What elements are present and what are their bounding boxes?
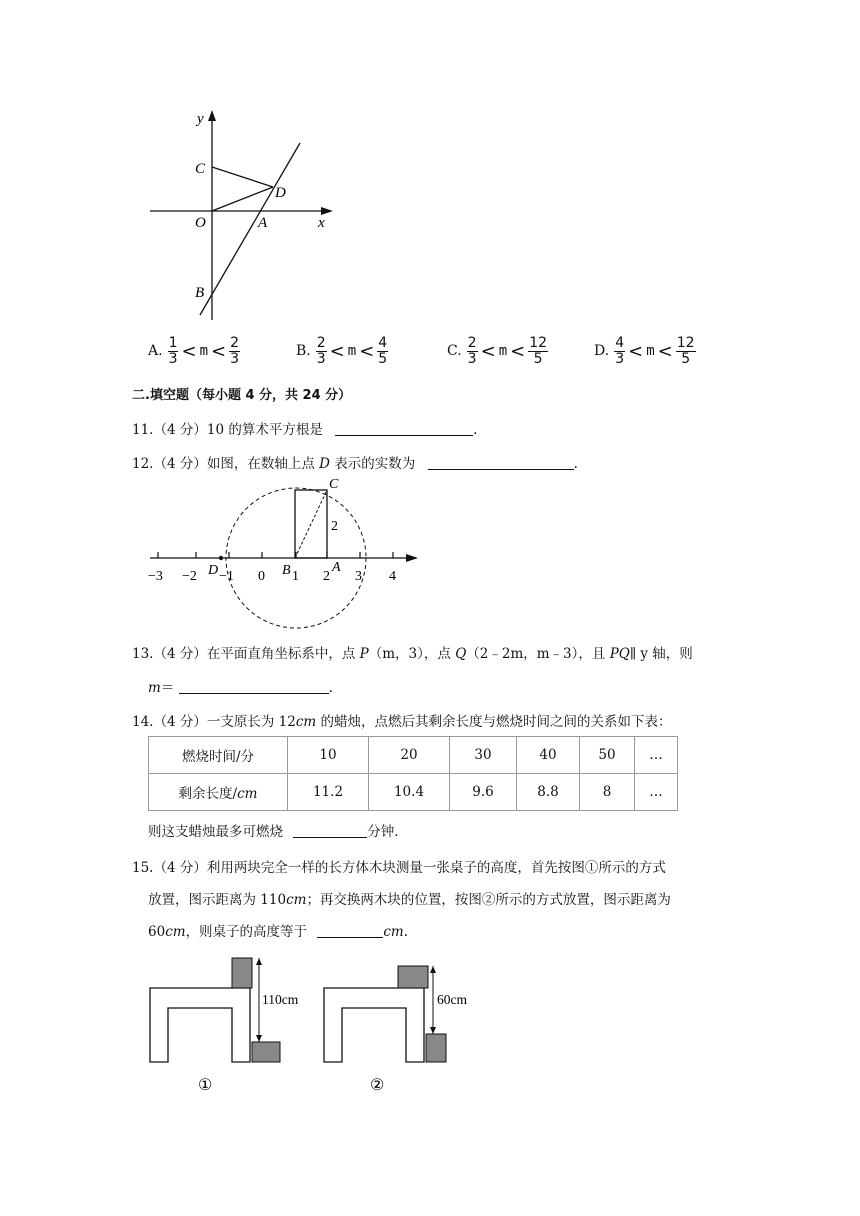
point-d-dot	[219, 556, 223, 560]
question-14	[132, 710, 672, 730]
option-d[interactable]	[594, 333, 697, 369]
table-cell: 50	[580, 737, 635, 774]
q15-unit: cm	[286, 892, 307, 908]
q15-unit-3: cm	[383, 924, 404, 940]
tick-neg1: −1	[219, 569, 234, 584]
q13-var-m: m	[148, 680, 161, 696]
figure-2	[324, 966, 467, 1094]
q13-point-q: Q	[455, 646, 467, 662]
block-bottom-2	[426, 1034, 446, 1062]
fraction-high: $\frac{4}{5}$	[378, 334, 388, 367]
q13-equals: ＝	[160, 680, 175, 696]
table-cell: 20	[369, 737, 450, 774]
label-c: C	[195, 161, 206, 177]
question-15-line-1: 15.（4 分）利用两块完全一样的长方体木块测量一张桌子的高度，首先按图①所示的方式	[132, 860, 666, 876]
number-line-arrow	[406, 554, 418, 562]
question-15-line-2	[148, 888, 671, 908]
q14-answer-blank[interactable]	[293, 823, 367, 838]
table-cell: 40	[517, 737, 580, 774]
option-label: B.	[296, 343, 311, 359]
q13-text-4: ∥ y 轴，则	[629, 646, 693, 662]
question-12	[132, 452, 578, 472]
table-2	[324, 988, 424, 1062]
table-1	[150, 988, 250, 1062]
label-x: x	[318, 215, 325, 231]
less-than: <	[181, 340, 197, 362]
label-a: A	[258, 215, 268, 231]
coordinate-figure	[140, 105, 340, 330]
table-cell: 8	[580, 774, 635, 811]
less-than: <	[657, 340, 673, 362]
less-than: <	[480, 340, 496, 362]
q11-text: 11.（4 分）10 的算术平方根是	[132, 422, 323, 438]
question-11	[132, 418, 477, 438]
label-point-a: A	[332, 560, 341, 575]
table-cell: 9.6	[450, 774, 517, 811]
q14-text: 14.（4 分）一支原长为 12	[132, 714, 296, 730]
label-d: D	[275, 185, 286, 201]
measure-60cm: 60cm	[437, 992, 467, 1007]
table-row	[149, 737, 678, 774]
q14-text-3: 则这支蜡烛最多可燃烧	[148, 824, 283, 840]
data-table	[148, 736, 678, 811]
less-than: <	[211, 340, 227, 362]
fraction-low: $\frac{2}{3}$	[316, 334, 326, 367]
table-height-figure	[140, 950, 480, 1100]
q14-text-4: 分钟.	[367, 824, 399, 840]
q12-text: 12.（4 分）如图，在数轴上点	[132, 456, 315, 472]
tick-neg3: −3	[148, 569, 163, 584]
segment-od	[212, 187, 273, 211]
segment-cd	[212, 167, 273, 187]
q12-answer-blank[interactable]	[428, 455, 574, 470]
tick-neg2: −2	[182, 569, 197, 584]
q14-text-2: 的蜡烛，点燃后其剩余长度与燃烧时间之间的关系如下表：	[316, 714, 672, 730]
header-text: 剩余长度/	[178, 786, 238, 802]
block-top-2	[398, 966, 428, 988]
variable-m: m	[646, 343, 655, 359]
q15-text: 放置，图示距离为 110	[148, 892, 287, 908]
q12-period: .	[573, 456, 578, 472]
header-unit: cm	[237, 786, 258, 802]
line-bd	[200, 143, 300, 315]
fraction-low: $\frac{1}{3}$	[168, 334, 178, 367]
q13-point-p: P	[359, 646, 369, 662]
fraction-low: $\frac{2}{3}$	[467, 334, 477, 367]
table-cell: …	[635, 737, 678, 774]
block-top-1	[232, 958, 252, 988]
numberline-figure	[140, 472, 430, 634]
q11-period: .	[473, 422, 478, 438]
section-title: 二.填空题（每小题 4 分，共 24 分）	[132, 388, 352, 403]
q12-point-d: D	[319, 456, 330, 472]
label-o: O	[195, 215, 206, 231]
question-14-followup	[148, 820, 399, 840]
table-header	[149, 774, 288, 811]
option-label: A.	[148, 343, 163, 359]
q13-text-2: （m，3），点	[368, 646, 451, 662]
q13-text: 13.（4 分）在平面直角坐标系中，点	[132, 646, 356, 662]
label-y: y	[197, 111, 204, 127]
table-cell: 10.4	[369, 774, 450, 811]
tick-1: 1	[292, 569, 299, 584]
less-than: <	[510, 340, 526, 362]
table-cell: …	[635, 774, 678, 811]
question-15-line-3	[148, 920, 408, 940]
q13-answer-blank[interactable]	[179, 679, 329, 694]
table-cell: 30	[450, 737, 517, 774]
q15-period: .	[403, 924, 409, 940]
measure-110cm: 110cm	[262, 992, 299, 1007]
option-c[interactable]	[447, 333, 549, 369]
question-13-line-1	[132, 642, 693, 662]
label-side-2: 2	[331, 519, 338, 534]
tick-3: 3	[355, 569, 362, 584]
q11-answer-blank[interactable]	[335, 421, 473, 436]
diagonal-bc	[295, 490, 327, 558]
q13-period: .	[328, 680, 333, 696]
fraction-high: $\frac{12}{5}$	[676, 334, 695, 367]
fraction-high: $\frac{12}{5}$	[529, 334, 548, 367]
option-label: D.	[594, 343, 610, 359]
table-cell: 8.8	[517, 774, 580, 811]
figure-1	[150, 958, 299, 1094]
table-cell: 10	[288, 737, 369, 774]
label-point-b: B	[282, 563, 291, 578]
label-b: B	[195, 285, 205, 301]
tick-4: 4	[389, 569, 396, 584]
fraction-low: $\frac{4}{3}$	[615, 334, 625, 367]
less-than: <	[329, 340, 345, 362]
block-bottom-1	[252, 1042, 280, 1062]
q15-text-4: ，则桌子的高度等于	[185, 924, 308, 940]
option-label: C.	[447, 343, 462, 359]
q15-unit-2: cm	[165, 924, 186, 940]
variable-m: m	[199, 343, 209, 359]
fraction-high: $\frac{2}{3}$	[230, 334, 240, 367]
label-point-d: D	[208, 563, 219, 578]
q15-text-2: ；再交换两木块的位置，按图②所示的方式放置，图示距离为	[306, 892, 671, 908]
variable-m: m	[347, 343, 357, 359]
x-axis-arrow	[321, 207, 333, 215]
caption-2: ②	[370, 1077, 385, 1094]
less-than: <	[628, 340, 644, 362]
tick-2: 2	[323, 569, 330, 584]
table-header: 燃烧时间/分	[149, 737, 288, 774]
q15-text-3: 60	[148, 924, 166, 940]
q13-text-3: （2﹣2m，m﹣3），且	[466, 646, 606, 662]
q14-unit: cm	[295, 714, 317, 730]
table-row	[149, 774, 678, 811]
q13-segment-pq: PQ	[609, 646, 630, 662]
option-b[interactable]	[296, 333, 389, 369]
option-a[interactable]	[148, 333, 241, 369]
q12-text-2: 表示的实数为	[334, 456, 416, 472]
question-13-line-2	[148, 676, 333, 696]
tick-0: 0	[258, 569, 265, 584]
caption-1: ①	[198, 1077, 213, 1094]
label-point-c: C	[329, 477, 339, 492]
table-cell: 11.2	[288, 774, 369, 811]
y-axis-arrow	[208, 110, 216, 121]
q15-answer-blank[interactable]	[317, 923, 383, 938]
less-than: <	[359, 340, 375, 362]
variable-m: m	[498, 343, 508, 359]
